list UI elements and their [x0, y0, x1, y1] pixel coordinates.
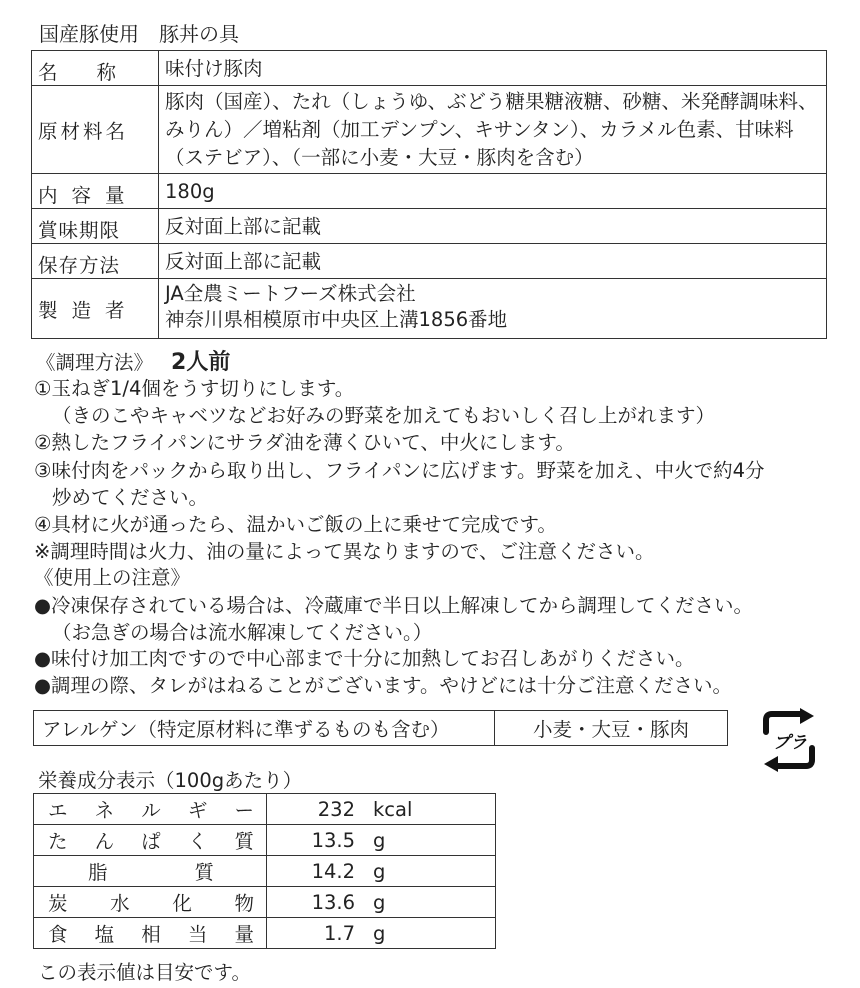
label-char: 当	[187, 923, 208, 946]
caution-item-1-note: （お急ぎの場合は流水解凍してください。）	[52, 621, 433, 644]
label-char: 炭	[48, 892, 68, 915]
method-note: ※調理時間は火力、油の量によって異なりますので、ご注意ください。	[34, 540, 655, 563]
nutrient-unit: kcal	[373, 797, 413, 821]
info-label	[32, 86, 159, 174]
nutrition-heading: 栄養成分表示（100gあたり）	[38, 769, 303, 792]
info-value	[159, 279, 827, 339]
label-char: 質	[194, 861, 214, 884]
label-char: 塩	[94, 923, 115, 946]
allergen-table	[33, 710, 728, 746]
nutrient-value-cell	[267, 794, 496, 825]
label-char: 水	[110, 892, 130, 915]
info-value: 180g	[159, 174, 827, 209]
label-char: ネ	[94, 799, 115, 822]
label-text: 内容量	[38, 184, 139, 207]
info-row-best-before	[32, 209, 827, 244]
allergen-row	[34, 711, 728, 746]
info-label	[32, 174, 159, 209]
caution-item-1: ●冷凍保存されている場合は、冷蔵庫で半日以上解凍してから調理してください。	[34, 594, 754, 617]
allergen-label: アレルゲン（特定原材料に準ずるものも含む）	[34, 711, 495, 746]
product-info-table	[31, 50, 827, 339]
pla-text: プラ	[773, 733, 807, 753]
info-label	[32, 209, 159, 244]
servings: 2人前	[171, 350, 231, 375]
method-step-3: ③味付肉をパックから取り出し、フライパンに広げます。野菜を加え、中火で約4分	[34, 459, 765, 482]
label-char: た	[48, 830, 68, 853]
label-text: 製造者	[38, 298, 139, 322]
nutrient-unit: g	[373, 828, 386, 852]
nutrient-value-cell	[267, 856, 496, 887]
nutrient-label	[34, 918, 267, 949]
method-heading	[36, 345, 230, 376]
nutrient-label	[34, 887, 267, 918]
caution-heading: 《使用上の注意》	[34, 566, 191, 589]
label-char: ぱ	[141, 830, 161, 853]
method-heading-text: 《調理方法》	[36, 351, 154, 374]
nutrient-label	[34, 794, 267, 825]
nutrient-label-text	[48, 857, 254, 885]
nutrition-row	[34, 794, 496, 825]
info-row-storage	[32, 244, 827, 279]
info-label	[32, 244, 159, 279]
info-value: 豚肉（国産）、たれ（しょうゆ、ぶどう糖果糖液糖、砂糖、米発酵調味料、みりん）／増粘剤（加工デンプン、キサンタン）、カラメル色素、甘味料（ステビア）、（一部に小麦・大豆・豚肉を含む）	[159, 86, 827, 174]
method-step-1-note: （きのこやキャベツなどお好みの野菜を加えてもおいしく召し上がれます）	[52, 404, 716, 427]
method-step-4: ④具材に火が通ったら、温かいご飯の上に乗せて完成です。	[34, 513, 557, 536]
info-label	[32, 279, 159, 339]
arrow-head-bottom	[764, 756, 778, 772]
label-char: 化	[172, 892, 192, 915]
label-char: ル	[141, 799, 161, 822]
nutrient-value-cell	[267, 825, 496, 856]
label-text: 名 称	[38, 61, 117, 84]
nutrient-value-cell	[267, 918, 496, 949]
nutrient-label-text	[48, 795, 254, 823]
label-char: 相	[141, 923, 161, 946]
nutrient-value: 14.2	[311, 859, 355, 883]
label-char: ん	[94, 830, 115, 853]
nutrient-value-cell	[267, 887, 496, 918]
label-char: 量	[234, 923, 254, 946]
nutrient-unit: g	[373, 890, 386, 914]
nutrient-label	[34, 825, 267, 856]
nutrient-label-text	[48, 888, 254, 916]
label-text: 原材料名	[38, 119, 129, 143]
label-char: 物	[234, 892, 254, 915]
nutrition-row	[34, 918, 496, 949]
method-step-1: ①玉ねぎ1/4個をうす切りにします。	[34, 377, 355, 400]
info-value: 味付け豚肉	[159, 51, 827, 86]
label-char: エ	[48, 799, 68, 822]
nutrient-label	[34, 856, 267, 887]
info-row-ingredients	[32, 86, 827, 174]
label-char: ー	[234, 799, 254, 822]
nutrition-row	[34, 887, 496, 918]
label-char: く	[187, 830, 208, 853]
nutrient-unit: g	[373, 921, 386, 945]
nutrition-row	[34, 825, 496, 856]
method-step-2: ②熱したフライパンにサラダ油を薄くひいて、中火にします。	[34, 431, 575, 454]
nutrition-body	[34, 794, 496, 949]
nutrient-value: 1.7	[323, 921, 355, 945]
caution-item-2: ●味付け加工肉ですので中心部まで十分に加熱してお召しあがりください。	[34, 647, 695, 670]
nutrition-row	[34, 856, 496, 887]
label-text: 保存方法	[38, 254, 121, 277]
nutrient-unit: g	[373, 859, 386, 883]
caution-item-3: ●調理の際、タレがはねることがございます。やけどには十分ご注意ください。	[34, 674, 732, 697]
allergen-value: 小麦・大豆・豚肉	[495, 711, 728, 746]
nutrient-label-text	[48, 919, 254, 947]
label-char: 脂	[88, 861, 108, 884]
info-value: 反対面上部に記載	[159, 209, 827, 244]
info-value: 反対面上部に記載	[159, 244, 827, 279]
product-title: 国産豚使用 豚丼の具	[39, 22, 239, 46]
label-char: 質	[234, 830, 254, 853]
nutrient-value: 13.6	[311, 890, 355, 914]
arrow-head-top	[800, 708, 814, 724]
method-step-3-cont: 炒めてください。	[52, 486, 209, 509]
pla-recycle-icon	[756, 708, 822, 772]
nutrient-value: 13.5	[311, 828, 355, 852]
label-char: 食	[48, 923, 68, 946]
info-label	[32, 51, 159, 86]
nutrient-value: 232	[317, 797, 355, 821]
info-row-name	[32, 51, 827, 86]
nutrition-note: この表示値は目安です。	[38, 961, 251, 984]
nutrition-table	[33, 793, 496, 949]
label-char: ギ	[187, 799, 208, 822]
label-text: 賞味期限	[38, 219, 121, 242]
info-row-amount	[32, 174, 827, 209]
nutrient-label-text	[48, 826, 254, 854]
manufacturer-address: 神奈川県相模原市中央区上溝1856番地	[165, 308, 508, 331]
manufacturer-name: JA全農ミートフーズ株式会社	[165, 282, 416, 305]
info-row-manufacturer	[32, 279, 827, 339]
